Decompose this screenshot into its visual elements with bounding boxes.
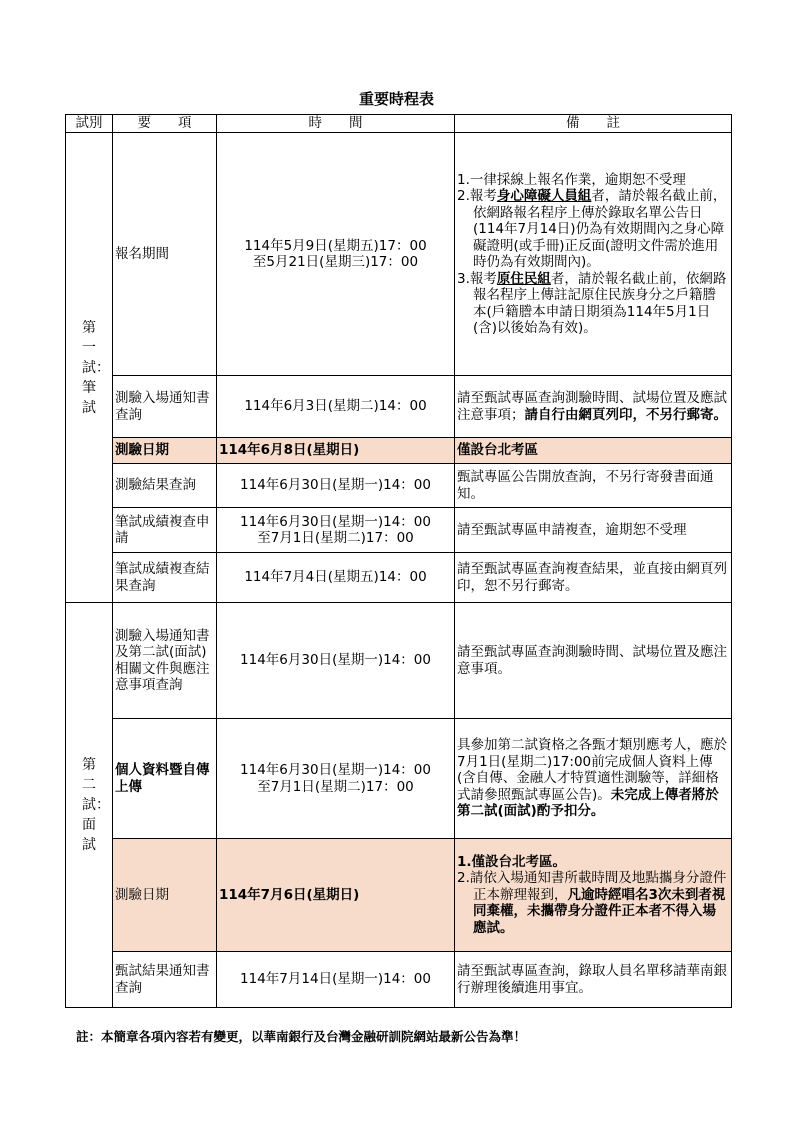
- item-cell: 筆試成績複查申請: [113, 508, 217, 553]
- table-row: [66, 438, 732, 464]
- table-header-row: [66, 115, 732, 133]
- time-cell: 114年7月6日(星期日): [217, 839, 455, 952]
- item-cell: 測驗日期: [113, 438, 217, 464]
- table-row: [66, 603, 732, 719]
- section-interview: 第二試：面試: [66, 603, 113, 1008]
- item-cell: 個人資料暨自傳上傳: [113, 719, 217, 839]
- section-written-exam: 第一試：筆試: [66, 133, 113, 603]
- header-remarks: 備 註: [455, 115, 732, 133]
- time-cell: 114年6月30日(星期一)14：00: [217, 603, 455, 719]
- table-row: [66, 133, 732, 376]
- remarks-cell: 請至甄試專區查詢測驗時間、試場位置及應注意事項。: [455, 603, 732, 719]
- remarks-cell: 1.一律採線上報名作業，逾期恕不受理 2.報考身心障礙人員組者，請於報名截止前，依網路報名程序上傳於錄取名單公告日(114年7月14日)仍為有效期間內之身心障礙證明(或手冊)正反面(證明文件需於進用時仍為有效期間內)。 3.報考原住民組者，請於報名截止前，依網路報名程序上傳註記原住民族身分之戶籍謄本(戶籍謄本申請日期須為114年5月1日(含)以後始為有效)。: [455, 133, 732, 376]
- table-row: [66, 376, 732, 438]
- time-cell: 114年7月4日(星期五)14：00: [217, 553, 455, 603]
- page-title: 重要時程表: [358, 90, 434, 108]
- remarks-cell: 請至甄試專區查詢複查結果，並直接由網頁列印，恕不另行郵寄。: [455, 553, 732, 603]
- time-cell: 114年6月8日(星期日): [217, 438, 455, 464]
- time-cell: 114年5月9日(星期五)17：00 至5月21日(星期三)17：00: [217, 133, 455, 376]
- table-row: [66, 464, 732, 508]
- time-cell: 114年7月14日(星期一)14：00: [217, 952, 455, 1008]
- schedule-table: [65, 114, 732, 1008]
- header-item: 要 項: [113, 115, 217, 133]
- time-cell: 114年6月30日(星期一)14：00 至7月1日(星期二)17：00: [217, 508, 455, 553]
- item-cell: 測驗日期: [113, 839, 217, 952]
- item-cell: 甄試結果通知書查詢: [113, 952, 217, 1008]
- remarks-cell: 請至甄試專區查詢測驗時間、試場位置及應試注意事項；請自行由網頁列印，不另行郵寄。: [455, 376, 732, 438]
- table-row: [66, 952, 732, 1008]
- remarks-cell: 僅設台北考區: [455, 438, 732, 464]
- table-row: [66, 553, 732, 603]
- item-cell: 測驗入場通知書查詢: [113, 376, 217, 438]
- time-cell: 114年6月30日(星期一)14：00 至7月1日(星期二)17：00: [217, 719, 455, 839]
- remarks-cell: 1.僅設台北考區。 2.請依入場通知書所載時間及地點攜身分證件正本辦理報到，凡逾時經唱名3次未到者視同棄權，未攜帶身分證件正本者不得入場應試。: [455, 839, 732, 952]
- item-cell: 測驗入場通知書及第二試(面試)相關文件與應注意事項查詢: [113, 603, 217, 719]
- item-cell: 筆試成績複查結果查詢: [113, 553, 217, 603]
- header-time: 時 間: [217, 115, 455, 133]
- item-cell: 測驗結果查詢: [113, 464, 217, 508]
- remarks-cell: 甄試專區公告開放查詢，不另行寄發書面通知。: [455, 464, 732, 508]
- remarks-cell: 請至甄試專區申請複查，逾期恕不受理: [455, 508, 732, 553]
- time-cell: 114年6月3日(星期二)14：00: [217, 376, 455, 438]
- time-cell: 114年6月30日(星期一)14：00: [217, 464, 455, 508]
- remarks-cell: 具參加第二試資格之各甄才類別應考人，應於7月1日(星期二)17:00前完成個人資料上傳(含自傳、金融人才特質適性測驗等，詳細格式請參照甄試專區公告)。未完成上傳者將於第二試(面試)酌予扣分。: [455, 719, 732, 839]
- table-row: [66, 719, 732, 839]
- header-exam-type: 試別: [66, 115, 113, 133]
- item-cell: 報名期間: [113, 133, 217, 376]
- table-row: [66, 839, 732, 952]
- table-row: [66, 508, 732, 553]
- footnote: 註：本簡章各項內容若有變更，以華南銀行及台灣金融研訓院網站最新公告為準！: [76, 1029, 527, 1044]
- remarks-cell: 請至甄試專區查詢，錄取人員名單移請華南銀行辦理後續進用事宜。: [455, 952, 732, 1008]
